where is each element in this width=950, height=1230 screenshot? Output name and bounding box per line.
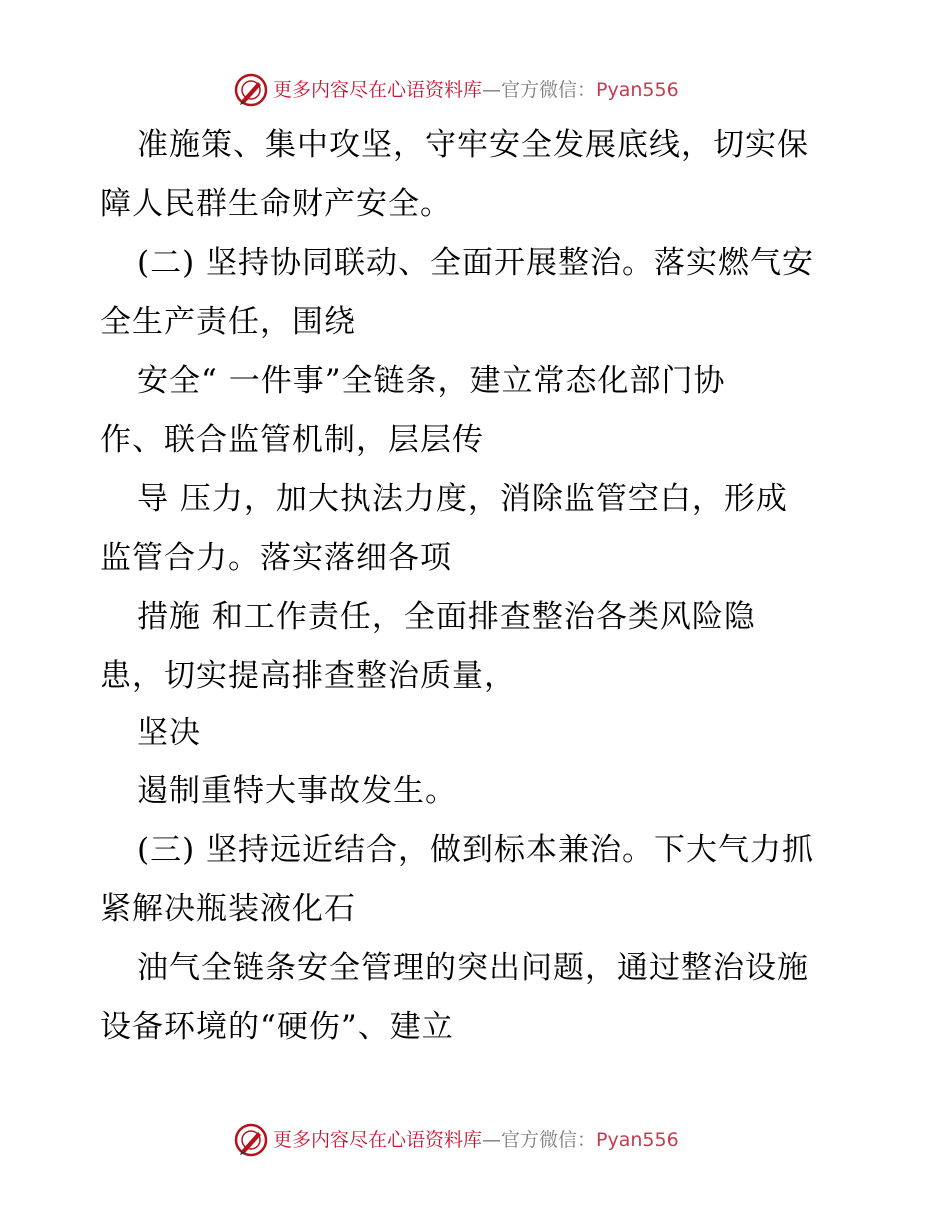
body-line: 安全“ 一件事”全链条，建立常态化部门协 bbox=[137, 363, 726, 399]
header-watermark bbox=[0, 70, 950, 110]
body-line: 设备环境的“硬伤”、建立 bbox=[100, 1009, 454, 1045]
body-line: 准施策、集中攻坚，守牢安全发展底线，切实保 bbox=[137, 127, 809, 163]
watermark-wechat-id: Pyan556 bbox=[596, 79, 679, 101]
body-line: 全生产责任，围绕 bbox=[100, 304, 356, 340]
body-line: 监管合力。落实落细各项 bbox=[100, 540, 452, 576]
body-line: 遏制重特大事故发生。 bbox=[137, 773, 457, 809]
body-line: 作、联合监管机制，层层传 bbox=[100, 422, 484, 458]
pen-logo-icon bbox=[234, 1123, 268, 1157]
watermark-site: 更多内容尽在心语资料库 bbox=[273, 79, 483, 101]
footer-watermark bbox=[0, 1120, 950, 1160]
body-line: 患，切实提高排查整治质量， bbox=[100, 658, 516, 694]
body-line: 坚决 bbox=[137, 715, 201, 751]
body-line: 障人民群生命财产安全。 bbox=[100, 186, 452, 222]
body-line: (二) 坚持协同联动、全面开展整治。落实燃气安 bbox=[137, 245, 815, 281]
body-line: 紧解决瓶装液化石 bbox=[100, 891, 356, 927]
watermark-text bbox=[273, 78, 679, 102]
watermark-separator: —官方微信： bbox=[482, 1129, 597, 1151]
watermark-separator: —官方微信： bbox=[482, 79, 597, 101]
watermark-text bbox=[273, 1128, 679, 1152]
pen-logo-icon bbox=[234, 73, 268, 107]
watermark-wechat-id: Pyan556 bbox=[596, 1129, 679, 1151]
watermark-site: 更多内容尽在心语资料库 bbox=[273, 1129, 483, 1151]
body-line: 导 压力，加大执法力度，消除监管空白，形成 bbox=[137, 481, 788, 517]
body-line: (三) 坚持远近结合，做到标本兼治。下大气力抓 bbox=[137, 832, 815, 868]
body-line: 油气全链条安全管理的突出问题，通过整治设施 bbox=[137, 950, 809, 986]
body-line: 措施 和工作责任，全面排查整治各类风险隐 bbox=[137, 599, 756, 635]
